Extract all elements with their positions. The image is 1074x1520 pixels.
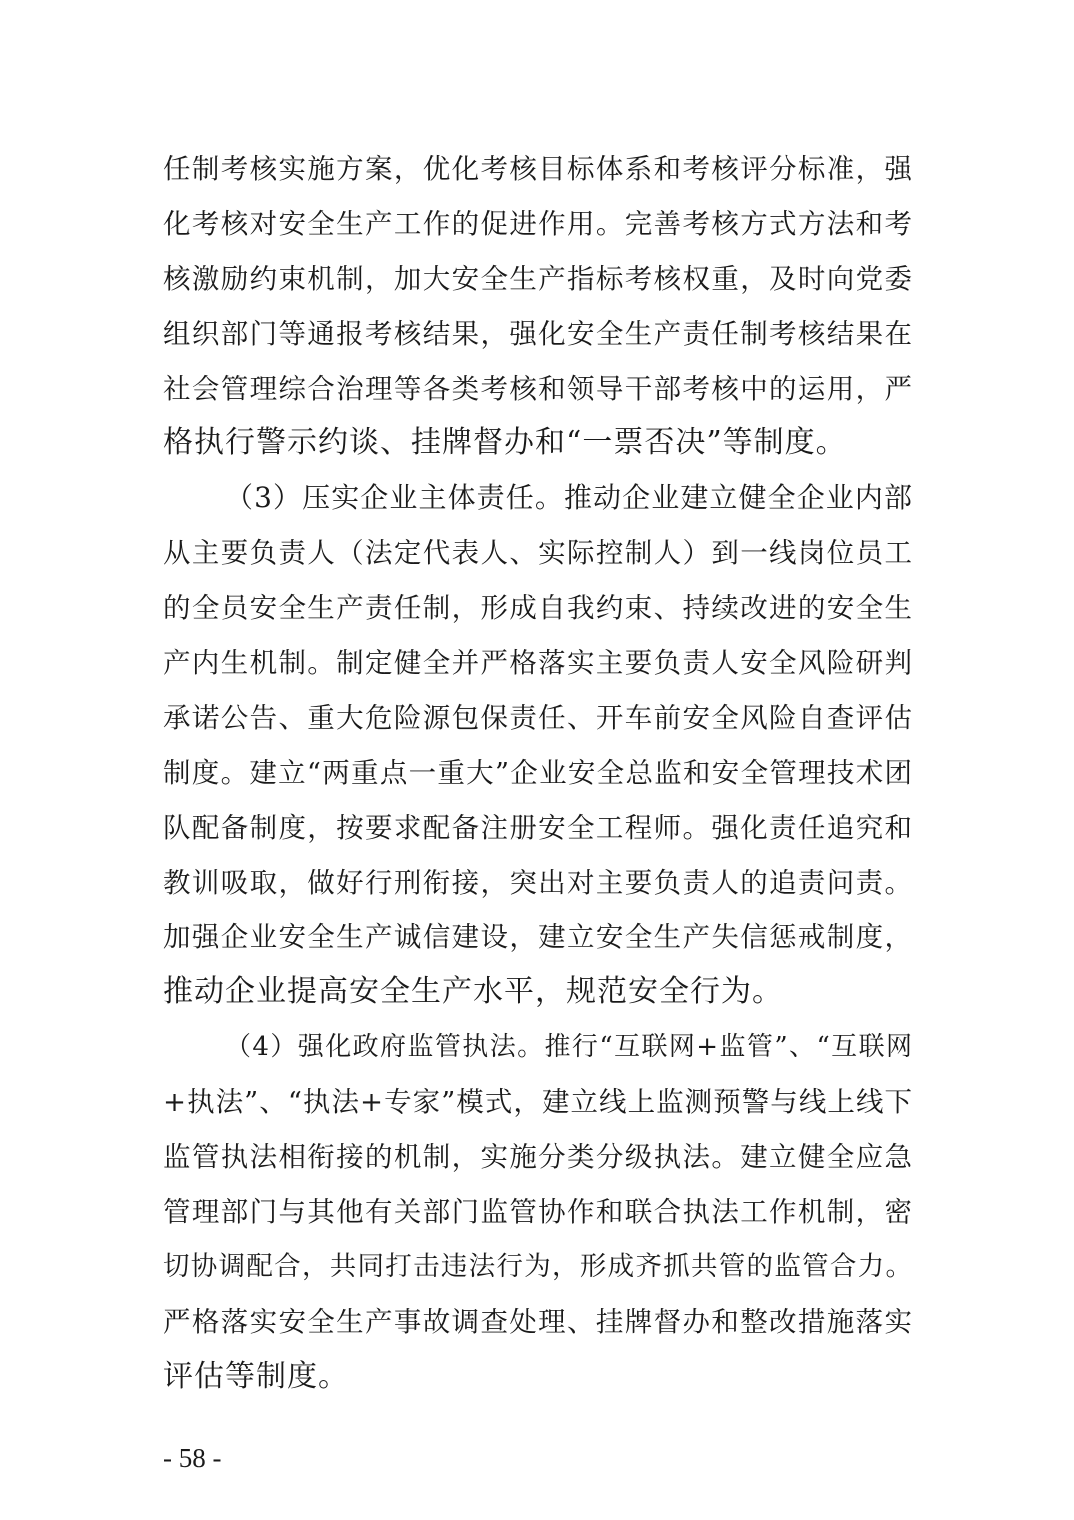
text-line: 社会管理综合治理等各类考核和领导干部考核中的运用，严	[163, 372, 913, 405]
text-line: 加强企业安全生产诚信建设，建立安全生产失信惩戒制度，	[163, 921, 913, 954]
text-line: 核激励约束机制，加大安全生产指标考核权重，及时向党委	[163, 262, 913, 295]
text-line: 任制考核实施方案，优化考核目标体系和考核评分标准，强	[163, 153, 913, 185]
text-line: 队配备制度，按要求配备注册安全工程师。强化责任追究和	[163, 811, 913, 844]
paragraph-first-line: （4）强化政府监管执法。推行“互联网+监管”、“互联网	[225, 1032, 913, 1063]
text-line: 化考核对安全生产工作的促进作用。完善考核方式方法和考	[163, 207, 913, 240]
text-line: 推动企业提高安全生产水平，规范安全行为。	[163, 974, 783, 1010]
text-line: 格执行警示约谈、挂牌督办和“一票否决”等制度。	[163, 425, 847, 461]
text-line: 切协调配合，共同打击违法行为，形成齐抓共管的监管合力。	[163, 1250, 913, 1282]
text-line: 的全员安全生产责任制，形成自我约束、持续改进的安全生	[163, 592, 913, 625]
text-line: 管理部门与其他有关部门监管协作和联合执法工作机制，密	[163, 1195, 913, 1228]
paragraph-first-line: （3）压实企业主体责任。推动企业建立健全企业内部	[225, 481, 913, 515]
text-line: 教训吸取，做好行刑衔接，突出对主要负责人的追责问责。	[163, 866, 913, 899]
text-line: 严格落实安全生产事故调查处理、挂牌督办和整改措施落实	[163, 1305, 913, 1338]
text-line: +执法”、“执法+专家”模式，建立线上监测预警与线上线下	[163, 1086, 913, 1119]
text-line: 评估等制度。	[163, 1358, 349, 1394]
text-line: 承诺公告、重大危险源包保责任、开车前安全风险自查评估	[163, 701, 913, 734]
text-line: 组织部门等通报考核结果，强化安全生产责任制考核结果在	[163, 317, 913, 350]
body-text	[163, 142, 913, 1404]
page-number: - 58 -	[163, 1443, 222, 1473]
text-line: 监管执法相衔接的机制，实施分类分级执法。建立健全应急	[163, 1141, 913, 1174]
text-line: 从主要负责人（法定代表人、实际控制人）到一线岗位员工	[163, 537, 913, 570]
text-line: 制度。建立“两重点一重大”企业安全总监和安全管理技术团	[163, 756, 913, 789]
text-line: 产内生机制。制定健全并严格落实主要负责人安全风险研判	[163, 647, 913, 680]
